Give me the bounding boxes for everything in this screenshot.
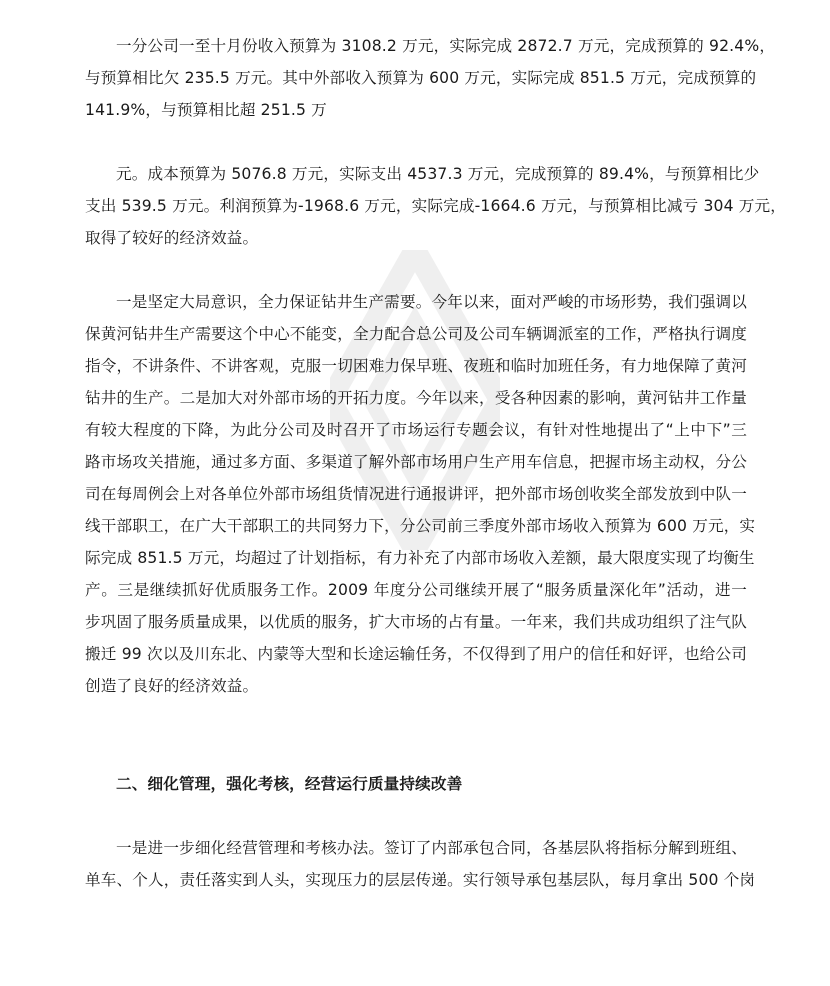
paragraph-measures-line-12: 搬迁 99 次以及川东北、内蒙等大型和长途运输任务，不仅得到了用户的信任和好评，也给公司 [85,645,747,663]
paragraph-measures-line-3: 指令，不讲条件、不讲客观，克服一切困难力保早班、夜班和临时加班任务，有力地保障了黄河 [85,357,747,375]
paragraph-measures-line-7: 司在每周例会上对各单位外部市场组货情况进行通报讲评，把外部市场创收奖全部发放到中队一 [85,485,747,503]
paragraph-measures-line-8: 线干部职工，在广大干部职工的共同努力下，分公司前三季度外部市场收入预算为 600 万元，实 [85,517,756,535]
paragraph-cost-line-1: 元。成本预算为 5076.8 万元，实际支出 4537.3 万元，完成预算的 89.4%，与预算相比少 [116,165,760,183]
paragraph-management-line-1: 一是进一步细化经营管理和考核办法。签订了内部承包合同，各基层队将指标分解到班组、 [116,839,747,857]
paragraph-measures-line-2: 保黄河钻井生产需要这个中心不能变，全力配合总公司及公司车辆调派室的工作，严格执行调度 [85,325,747,343]
paragraph-measures-line-1: 一是坚定大局意识，全力保证钻井生产需要。今年以来，面对严峻的市场形势，我们强调以 [116,293,747,311]
paragraph-measures-line-9: 际完成 851.5 万元，均超过了计划指标，有力补充了内部市场收入差额，最大限度实现了均衡生 [85,549,755,567]
paragraph-measures-line-4: 钻井的生产。二是加大对外部市场的开拓力度。今年以来，受各种因素的影响，黄河钻井工作量 [85,389,747,407]
paragraph-measures-line-10: 产。三是继续抓好优质服务工作。2009 年度分公司继续开展了“服务质量深化年”活动，进一 [85,581,747,599]
paragraph-cost-line-3: 取得了较好的经济效益。 [85,229,259,247]
paragraph-management-line-2: 单车、个人，责任落实到人头，实现压力的层层传递。实行领导承包基层队，每月拿出 500 个岗 [85,871,756,889]
paragraph-cost-line-2: 支出 539.5 万元。利润预算为-1968.6 万元，实际完成-1664.6 万元，与预算相比减亏 304 万元， [85,197,787,215]
paragraph-revenue-line-1: 一分公司一至十月份收入预算为 3108.2 万元，实际完成 2872.7 万元，完成预算的 92.4%， [116,37,776,55]
paragraph-measures-line-13: 创造了良好的经济效益。 [85,677,259,695]
paragraph-measures-line-6: 路市场攻关措施，通过多方面、多渠道了解外部市场用户生产用车信息，把握市场主动权，分公 [85,453,747,471]
section-heading: 二、细化管理，强化考核，经营运行质量持续改善 [116,775,463,793]
paragraph-revenue-line-2: 与预算相比欠 235.5 万元。其中外部收入预算为 600 万元，实际完成 851.5 万元，完成预算的 [85,69,757,87]
paragraph-measures-line-5: 有较大程度的下降，为此分公司及时召开了市场运行专题会议，有针对性地提出了“上中下”三 [85,421,747,439]
paragraph-measures-line-11: 步巩固了服务质量成果，以优质的服务，扩大市场的占有量。一年来，我们共成功组织了注气队 [85,613,747,631]
paragraph-revenue-line-3: 141.9%，与预算相比超 251.5 万 [85,101,327,119]
